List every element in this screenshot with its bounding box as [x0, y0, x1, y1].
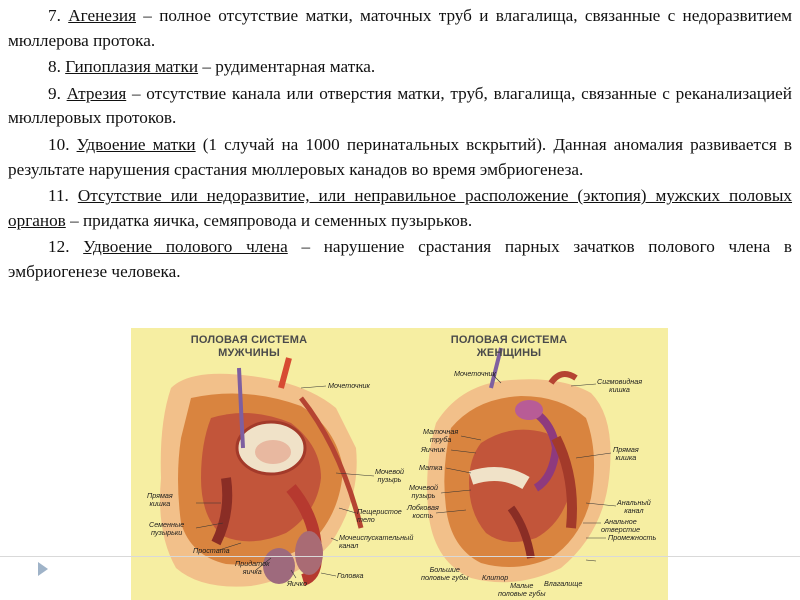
label-male-urethra: Мочеиспускательный канал: [339, 533, 414, 550]
paragraph-text: – рудиментарная матка.: [198, 57, 376, 77]
label-male-testis: Яичко: [287, 579, 308, 588]
female-system-title: ПОЛОВАЯ СИСТЕМА ЖЕНЩИНЫ: [450, 334, 568, 359]
male-system-title: ПОЛОВАЯ СИСТЕМА МУЖЧИНЫ: [190, 334, 308, 359]
paragraph-item: [8, 4, 792, 53]
paragraph-number: 12.: [48, 237, 70, 257]
anatomy-illustration: [131, 328, 668, 600]
label-male-prostate: Простата: [193, 546, 230, 555]
label-female-anus: Анальное отверстие: [601, 517, 641, 534]
paragraph-term: Удвоение матки: [76, 134, 196, 154]
document-body: [8, 4, 792, 287]
label-male-rectum: Прямая кишка: [147, 491, 173, 508]
label-male-bladder: Мочевой пузырь: [375, 467, 404, 484]
label-female-sigmoid: Сигмовидная кишка: [597, 377, 643, 394]
paragraph-text: – отсутствие канала или отверстия матки, труб, влагалища, связанные с реканализацией мюллеровых протоков.: [8, 83, 792, 128]
label-female-anal-canal: Анальный канал: [617, 498, 651, 515]
paragraph-number: 8.: [48, 57, 61, 77]
next-slide-arrow-icon[interactable]: [38, 562, 48, 576]
paragraph-number: 11.: [48, 186, 69, 206]
female-anatomy-illustration: [427, 348, 610, 582]
slide-divider: [0, 556, 800, 557]
paragraph-term: Атрезия: [66, 83, 127, 103]
paragraph-text: (1 случай на 1000 перинатальных вскрытий). Данная аномалия развивается в результате нарушения срастания мюллеровых канадов во время эмбриогенеза.: [8, 134, 793, 179]
label-female-labia-major: Большие половые губы: [421, 565, 469, 582]
paragraph-term: Агенезия: [68, 6, 136, 25]
label-female-vagina: Влагалище: [544, 579, 583, 588]
paragraph-text: – придатка яичка, семяпровода и семенных пузырьков.: [65, 210, 473, 230]
paragraph-item: [8, 184, 792, 233]
paragraph-item: [8, 133, 792, 182]
label-male-epididymis: Придаток яичка: [235, 559, 270, 576]
label-male-ureter: Мочеточник: [328, 381, 370, 390]
label-female-ureter: Мочеточник: [454, 369, 496, 378]
male-anatomy-illustration: [160, 358, 361, 587]
label-female-pubic-bone: Лобковая кость: [407, 503, 439, 520]
paragraph-number: 9.: [48, 83, 61, 103]
label-male-seminal-vesicles: Семенные пузырьки: [149, 520, 185, 537]
paragraph-item: [8, 55, 792, 80]
label-male-head: Головка: [337, 571, 364, 580]
paragraph-text: – нарушение срастания парных зачатков полового члена в эмбриогенезе человека.: [8, 237, 793, 281]
label-female-tube: Маточная труба: [423, 427, 459, 444]
paragraph-number: 7.: [48, 6, 61, 25]
paragraph-term: Отсутствие или недоразвитие, или неправильное расположение (эктопия) мужских половых органов: [8, 186, 793, 230]
paragraph-term: Удвоение полового члена: [83, 237, 288, 257]
label-female-uterus: Матка: [419, 463, 443, 472]
paragraph-text: – полное отсутствие матки, маточных труб и влагалища, связанные с недоразвитием мюллерова протока.: [8, 6, 793, 50]
paragraph-number: 10.: [48, 134, 70, 154]
label-female-bladder: Мочевой пузырь: [409, 483, 438, 500]
paragraph-item: [8, 235, 792, 284]
label-female-perineum: Промежность: [608, 533, 657, 542]
anatomy-figure: [131, 328, 668, 600]
label-female-clitoris: Клитор: [482, 573, 509, 582]
label-female-ovary: Яичник: [421, 445, 445, 454]
paragraph-term: Гипоплазия матки: [65, 57, 199, 77]
label-female-rectum: Прямая кишка: [613, 445, 639, 462]
label-male-cavernous-body: Пещеристое тело: [357, 507, 402, 524]
label-female-labia-minor: Малые половые губы: [498, 581, 546, 598]
paragraph-item: [8, 82, 792, 131]
